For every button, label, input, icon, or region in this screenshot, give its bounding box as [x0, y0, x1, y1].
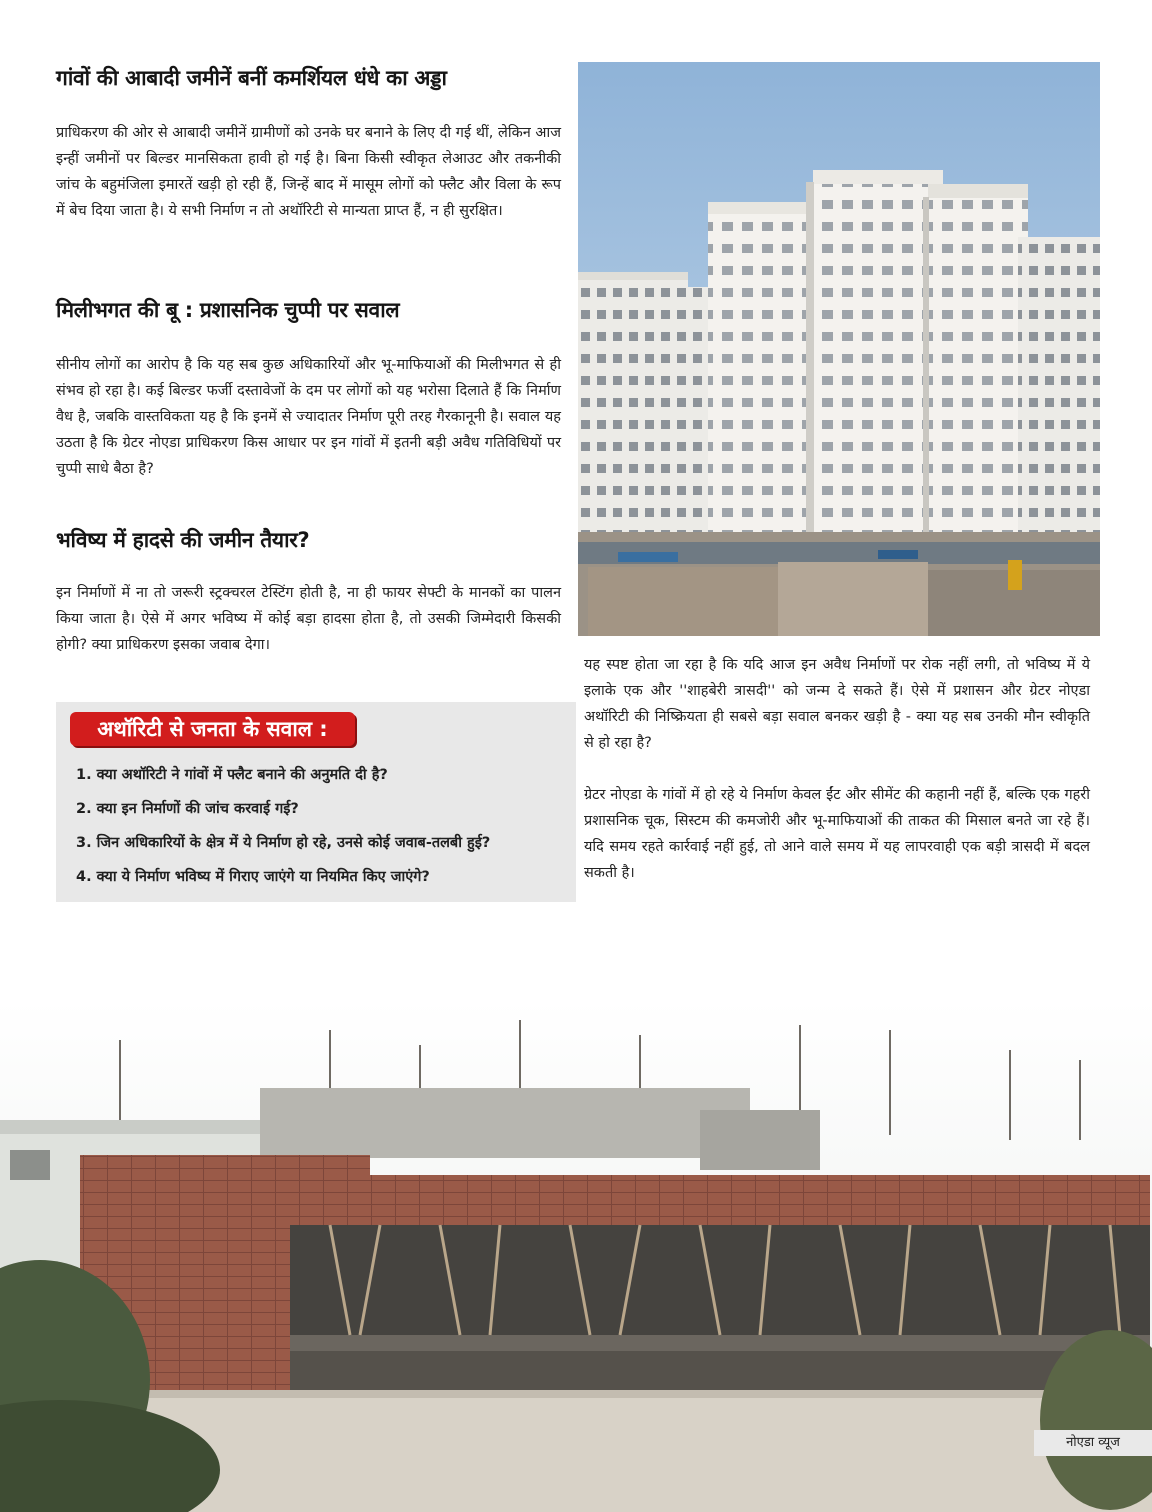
questions-list [76, 760, 490, 896]
right-para-2: ग्रेटर नोएडा के गांवों में हो रहे ये निर्माण केवल ईंट और सीमेंट की कहानी नहीं हैं, बल्कि एक गहरी प्रशासनिक चूक, सिस्टम की कमजोरी और भू-माफियाओं की ताकत की मिसाल बनते जा रहे हैं। यदि समय रहते कार्रवाई नहीं हुई, तो आने वाले समय में यह लापरवाही एक बड़ी त्रासदी में बदल सकती है। [584, 787, 1090, 881]
section1-body: प्राधिकरण की ओर से आबादी जमीनें ग्रामीणों को उनके घर बनाने के लिए दी गई थीं, लेकिन आज इन्हीं जमीनों पर बिल्डर मानसिकता हावी हो गई है। बिना किसी स्वीकृत लेआउट और तकनीकी जांच के बहुमंजिला इमारतें खड़ी हो रही हैं, जिन्हें बाद में मासूम लोगों को फ्लैट और विला के रूप में बेच दिया जाता है। ये सभी निर्माण न तो अथॉरिटी से मान्यता प्राप्त हैं, न ही सुरक्षित। [56, 125, 561, 219]
section2-body: सीनीय लोगों का आरोप है कि यह सब कुछ अधिकारियों और भू-माफियाओं की मिलीभगत से ही संभव हो रहा है। कई बिल्डर फर्जी दस्तावेजों के दम पर लोगों को यह भरोसा दिलाते हैं कि निर्माण वैध है, जबकि वास्तविकता यह है कि इनमें से ज्यादातर निर्माण पूरी तरह गैरकानूनी है। सवाल यह उठता है कि ग्रेटर नोएडा प्राधिकरण किस आधार पर इन गांवों में इतनी बड़ी अवैध गतिविधियों पर चुप्पी साधे बैठा है? [56, 357, 561, 477]
section2-heading: मिलीभगत की बू : प्रशासनिक चुप्पी पर सवाल [56, 298, 400, 322]
question-item: 3. जिन अधिकारियों के क्षेत्र में ये निर्माण हो रहे, उनसे कोई जवाब-तलबी हुई? [76, 835, 491, 851]
question-item: 2. क्या इन निर्माणों की जांच करवाई गई? [76, 801, 299, 817]
section3-heading: भविष्य में हादसे की जमीन तैयार? [56, 528, 310, 552]
section1-heading: गांवों की आबादी जमीनें बनीं कमर्शियल धंधे का अड्डा [56, 66, 447, 90]
question-item: 1. क्या अथॉरिटी ने गांवों में फ्लैट बनाने की अनुमति दी है? [76, 767, 388, 783]
section3-body: इन निर्माणों में ना तो जरूरी स्ट्रक्चरल टेस्टिंग होती है, ना ही फायर सेफ्टी के मानकों का पालन किया जाता है। ऐसे में अगर भविष्य में कोई बड़ा हादसा होता है, तो उसकी जिम्मेदारी किसकी होगी? क्या प्राधिकरण इसका जवाब देगा। [56, 585, 561, 653]
publication-footer: नोएडा व्यूज [1034, 1430, 1152, 1456]
question-item: 4. क्या ये निर्माण भविष्य में गिराए जाएंगे या नियमित किए जाएंगे? [76, 869, 430, 885]
apartment-buildings-photo [578, 62, 1100, 636]
questions-title: अथॉरिटी से जनता के सवाल : [70, 712, 355, 746]
questions-box [56, 702, 576, 902]
right-para-1: यह स्पष्ट होता जा रहा है कि यदि आज इन अवैध निर्माणों पर रोक नहीं लगी, तो भविष्य में ये इलाके एक और ''शाहबेरी त्रासदी'' को जन्म दे सकते हैं। ऐसे में प्रशासन और ग्रेटर नोएडा अथॉरिटी की निष्क्रियता ही सबसे बड़ा सवाल बनकर खड़ी है - क्या यह सब उनकी मौन स्वीकृति से हो रहा है? [584, 657, 1090, 751]
construction-site-photo [0, 1000, 1152, 1512]
